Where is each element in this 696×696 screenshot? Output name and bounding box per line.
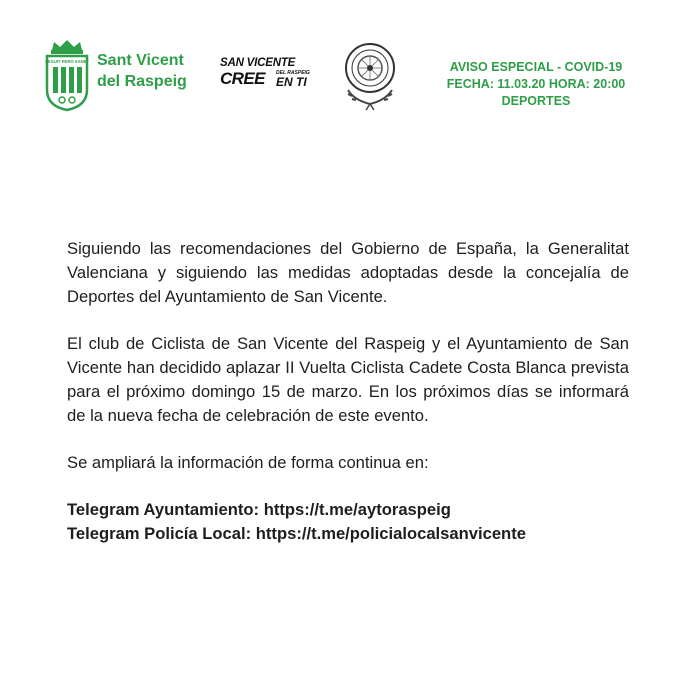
ayuntamiento-name: Sant Vicent del Raspeig: [97, 52, 187, 90]
telegram-link-ayuntamiento[interactable]: [67, 498, 629, 522]
svg-text:SEGUIT PERÒ SANET: SEGUIT PERÒ SANET: [45, 59, 89, 64]
ayuntamiento-logo: [44, 38, 194, 112]
header: [0, 0, 696, 130]
paragraph-recommendations: Siguiendo las recomendaciones del Gobierno de España, la Generalitat Valenciana y siguiendo las medidas adoptadas desde la concejalía de Deportes del Ayuntamiento de San Vicente.: [67, 239, 629, 306]
notice-department: DEPORTES: [501, 94, 571, 108]
telegram-label: Telegram Policía Local:: [67, 524, 252, 543]
campaign-logo-big: CREE: [220, 69, 265, 88]
telegram-label: Telegram Ayuntamiento:: [67, 500, 260, 519]
paragraph-postponement: El club de Ciclista de San Vicente del Raspeig y el Ayuntamiento de San Vicente han decidido aplazar II Vuelta Ciclista Cadete Costa Blanca prevista para el próximo domingo 15 de marzo. En los próximos días se informará de la nueva fecha de celebración de este evento.: [67, 334, 629, 425]
campaign-logo-small: DEL RASPEIG: [276, 70, 310, 76]
notice-datetime: FECHA: 11.03.20 HORA: 20:00: [446, 77, 626, 91]
announcement-body: [67, 237, 629, 546]
campaign-logo: [220, 57, 310, 97]
telegram-links: [67, 498, 629, 546]
campaign-logo-top: SAN VICENTE: [220, 57, 296, 69]
campaign-logo-end: EN TI: [276, 75, 307, 89]
notice-title: AVISO ESPECIAL - COVID-19: [449, 60, 623, 74]
shield-icon: [44, 38, 90, 112]
notice-header: [418, 59, 654, 110]
cycling-club-seal-icon: [340, 40, 400, 112]
telegram-url[interactable]: https://t.me/policialocalsanvicente: [255, 524, 526, 543]
paragraph-more-info: Se ampliará la información de forma continua en:: [67, 453, 429, 472]
telegram-url[interactable]: https://t.me/aytoraspeig: [263, 500, 451, 519]
telegram-link-policia[interactable]: [67, 522, 629, 546]
